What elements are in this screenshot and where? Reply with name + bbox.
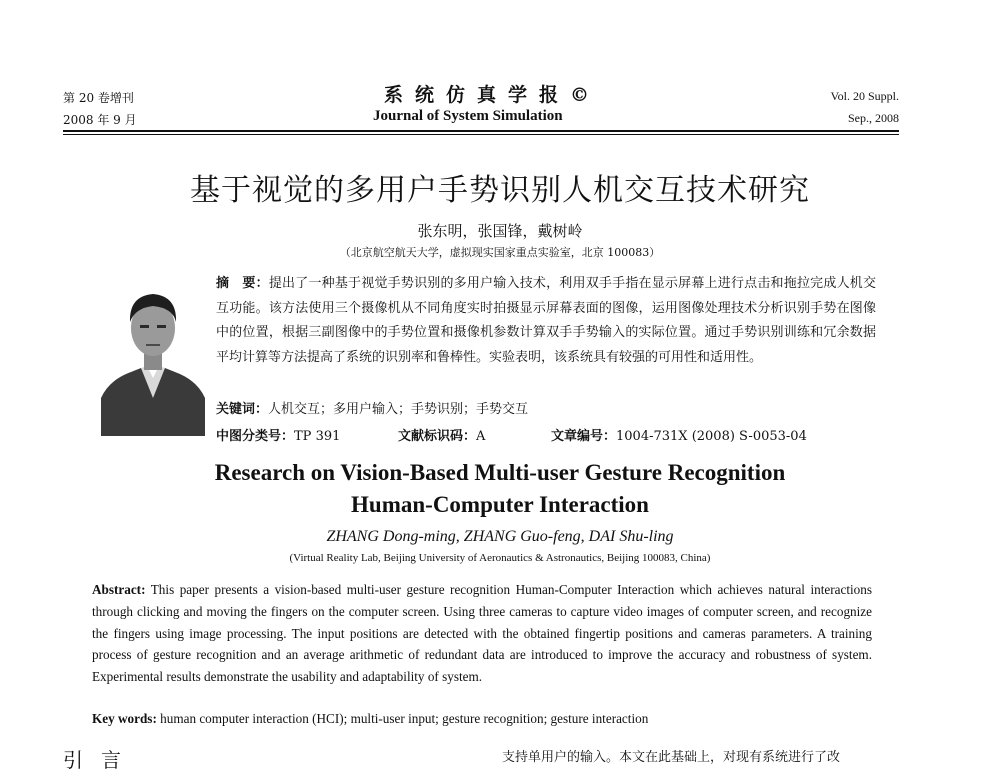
abstract-text-cn: 提出了一种基于视觉手势识别的多用户输入技术，利用双手手指在显示屏幕上进行点击和拖拉完成人机交互功能。该方法使用三个摄像机从不同角度实时拍摄显示屏幕表面的图像，运用图像处理技术分析识别手势在图像中的位置，根据三副图像中的手势位置和摄像机参数计算双手手势输入的实际位置。通过手势识别训练和冗余数据平均计算等方法提高了系统的识别率和鲁棒性。实验表明，该系统具有较强的可用性和适用性。	[216, 276, 876, 365]
clc-line	[216, 425, 340, 444]
affiliation-en: (Virtual Reality Lab, Beijing University of Aeronautics & Astronautics, Beijing 100083, China)	[289, 552, 711, 564]
author-photo	[101, 268, 205, 436]
paper-title-cn: 基于视觉的多用户手势识别人机交互技术研究	[190, 173, 810, 208]
journal-date-cn: 2008 年 9 月	[63, 113, 137, 127]
keywords-value-cn: 人机交互；多用户输入；手势识别；手势交互	[268, 402, 529, 417]
doc-code-value: A	[476, 429, 486, 444]
journal-date-en: Sep., 2008	[848, 111, 899, 125]
affiliation-cn: （北京航空航天大学，虚拟现实国家重点实验室，北京 100083）	[339, 246, 661, 259]
journal-name-en: Journal of System Simulation	[373, 108, 563, 124]
journal-volume-cn: 第 20 卷增刊	[63, 91, 134, 105]
keywords-label-cn: 关键词：	[216, 402, 269, 417]
paper-title-en-line2: Human-Computer Interaction	[351, 492, 649, 517]
authors-cn: 张东明，张国锋，戴树岭	[417, 222, 583, 240]
doc-code-label: 文献标识码：	[398, 429, 477, 444]
body-text-right-column: 支持单用户的输入。本文在此基础上，对现有系统进行了改	[502, 750, 841, 765]
journal-volume-en: Vol. 20 Suppl.	[830, 89, 899, 103]
keywords-cn	[216, 398, 528, 417]
keywords-label-en: Key words:	[92, 711, 157, 726]
abstract-label-cn: 摘 要：	[216, 276, 269, 291]
keywords-value-en: human computer interaction (HCI); multi-user input; gesture recognition; gesture interaction	[160, 711, 649, 726]
abstract-label-en: Abstract:	[92, 582, 146, 597]
article-no-line	[551, 425, 807, 444]
clc-value: TP 391	[294, 429, 341, 444]
doc-code-line	[398, 425, 485, 444]
header-rule-thick	[63, 130, 899, 132]
clc-label: 中图分类号：	[216, 429, 295, 444]
abstract-cn	[216, 272, 876, 370]
journal-name-cn: 系统仿真学报©	[384, 84, 602, 106]
abstract-en	[92, 579, 872, 688]
header-rule-thin	[63, 134, 899, 135]
keywords-en	[92, 711, 648, 727]
section-heading-introduction: 引言	[63, 748, 139, 772]
abstract-text-en: This paper presents a vision-based multi-user gesture recognition Human-Computer Interaction which achieves natural interactions through clicking and moving the fingers on the computer screen. Using three cameras to capture video images of computer screen, and recognize the fingers using image processing. The input positions are detected with the obtained fingertip positions and cameras parameters. A training process of gesture recognition and an average arithmetic of redundant data are introduced to improve the accuracy and robustness of system. Experimental results demonstrate the usability and adaptability of system.	[92, 582, 872, 685]
article-no-label: 文章编号：	[551, 429, 617, 444]
article-no-value: 1004-731X (2008) S-0053-04	[616, 429, 807, 444]
paper-title-en-line1: Research on Vision-Based Multi-user Gesture Recognition	[214, 460, 786, 485]
authors-en: ZHANG Dong-ming, ZHANG Guo-feng, DAI Shu-ling	[326, 528, 674, 545]
